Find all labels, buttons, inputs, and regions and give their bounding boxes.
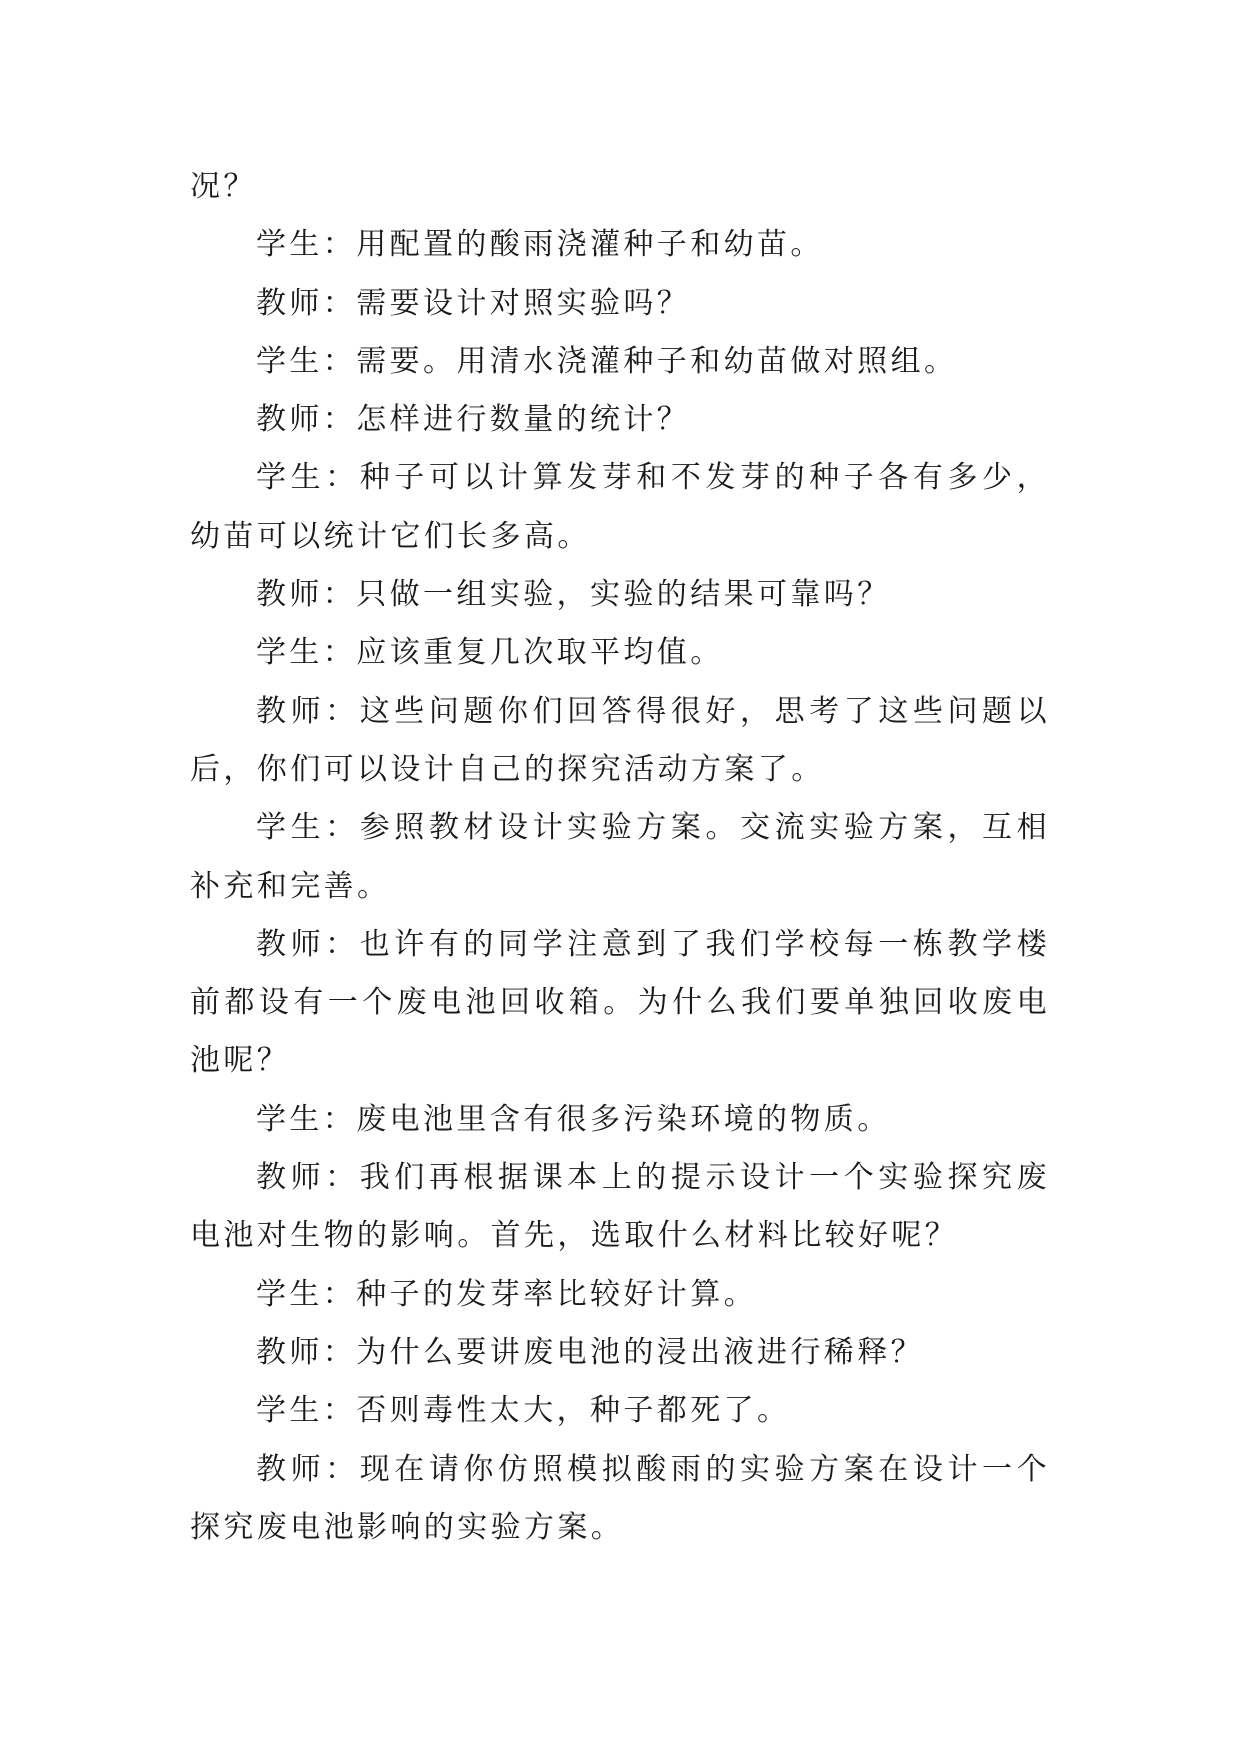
- paragraph-student-answer: 学生：种子可以计算发芽和不发芽的种子各有多少，幼苗可以统计它们长多高。: [190, 460, 1050, 554]
- paragraph-continuation: 况？: [190, 169, 257, 204]
- document-body: [190, 158, 1050, 1557]
- paragraph-teacher-question: 教师：需要设计对照实验吗？: [256, 285, 691, 321]
- paragraph-teacher-question: 教师：现在请你仿照模拟酸雨的实验方案在设计一个探究废电池影响的实验方案。: [190, 1451, 1050, 1545]
- paragraph-teacher-question: 教师：只做一组实验，实验的结果可靠吗？: [256, 577, 891, 613]
- paragraph-teacher-question: 教师：怎样进行数量的统计？: [256, 402, 691, 438]
- paragraph-student-answer: 学生：否则毒性太大，种子都死了。: [256, 1393, 791, 1429]
- paragraph-student-answer: 学生：需要。用清水浇灌种子和幼苗做对照组。: [256, 343, 958, 379]
- paragraph-teacher-question: 教师：为什么要讲废电池的浸出液进行稀释？: [256, 1334, 924, 1370]
- paragraph-student-answer: 学生：参照教材设计实验方案。交流实验方案，互相补充和完善。: [190, 810, 1050, 904]
- paragraph-teacher-question: 教师：我们再根据课本上的提示设计一个实验探究废电池对生物的影响。首先，选取什么材料比较好呢？: [190, 1160, 1050, 1254]
- paragraph-student-answer: 学生：用配置的酸雨浇灌种子和幼苗。: [256, 227, 824, 263]
- paragraph-teacher-question: 教师：这些问题你们回答得很好，思考了这些问题以后，你们可以设计自己的探究活动方案了。: [190, 693, 1050, 787]
- paragraph-student-answer: 学生：种子的发芽率比较好计算。: [256, 1276, 757, 1312]
- paragraph-student-answer: 学生：应该重复几次取平均值。: [256, 635, 724, 671]
- paragraph-teacher-question: 教师：也许有的同学注意到了我们学校每一栋教学楼前都设有一个废电池回收箱。为什么我们要单独回收废电池呢？: [190, 926, 1050, 1079]
- paragraph-student-answer: 学生：废电池里含有很多污染环境的物质。: [256, 1101, 891, 1137]
